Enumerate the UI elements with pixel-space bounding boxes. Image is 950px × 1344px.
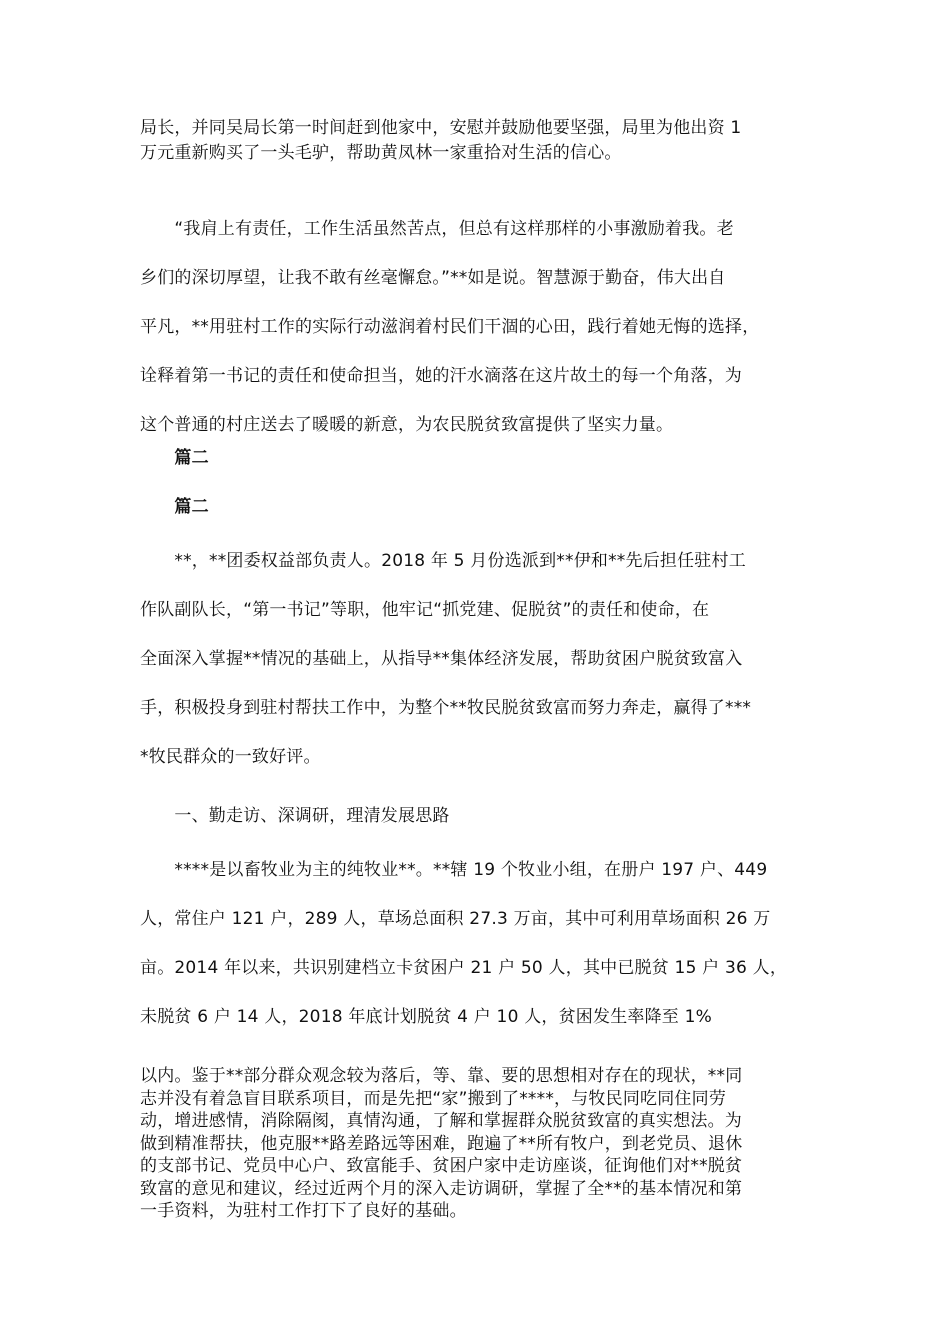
text-line: 动，增进感情，消除隔阂，真情沟通，了解和掌握群众脱贫致富的真实想法。为 bbox=[140, 1111, 742, 1131]
heading-text: 一、勤走访、深调研，理清发展思路 bbox=[140, 806, 450, 826]
text-line: 致富的意见和建议，经过近两个月的深入走访调研，掌握了全**的基本情况和第 bbox=[140, 1178, 743, 1199]
text-line: 人，常住户 121 户，289 人，草场总面积 27.3 万亩，其中可利用草场面积 26 万 bbox=[140, 909, 771, 929]
text-line: 未脱贫 6 户 14 人，2018 年底计划脱贫 4 户 10 人，贫困发生率降至 1% bbox=[140, 1007, 712, 1027]
text-line: 平凡，**用驻村工作的实际行动滋润着村民们干涸的心田，践行着她无悔的选择， bbox=[140, 317, 760, 337]
text-line: ****是以畜牧业为主的纯牧业**。**辖 19 个牧业小组，在册户 197 户、449 bbox=[140, 860, 768, 880]
top-paragraph bbox=[140, 116, 810, 166]
text-line: 局长，并同吴局长第一时间赶到他家中，安慰并鼓励他要坚强，局里为他出资 1 bbox=[140, 118, 742, 138]
text-line: “我肩上有责任，工作生活虽然苦点，但总有这样那样的小事激励着我。老 bbox=[140, 219, 734, 239]
stats-paragraph bbox=[140, 846, 810, 1042]
heading-text: 篇二 bbox=[140, 448, 209, 468]
text-line: 全面深入掌握**情况的基础上，从指导**集体经济发展，帮助贫困户脱贫致富入 bbox=[140, 649, 743, 669]
heading-text: 篇二 bbox=[140, 497, 209, 517]
text-line: 一手资料，为驻村工作打下了良好的基础。 bbox=[140, 1201, 467, 1221]
text-line: 这个普通的村庄送去了暖暖的新意，为农民脱贫致富提供了坚实力量。 bbox=[140, 415, 674, 435]
subsection-heading bbox=[140, 792, 810, 841]
section-title-1 bbox=[140, 434, 810, 483]
text-line: 做到精准帮扶，他克服**路差路远等困难，跑遍了**所有牧户，到老党员、退休 bbox=[140, 1133, 743, 1154]
section-title-2 bbox=[140, 483, 810, 532]
text-line: 志并没有着急盲目联系项目，而是先把“家”搬到了****，与牧民同吃同住同劳 bbox=[140, 1088, 727, 1109]
text-line: 万元重新购买了一头毛驴，帮助黄凤林一家重拾对生活的信心。 bbox=[140, 143, 622, 163]
text-line: 以内。鉴于**部分群众观念较为落后，等、靠、要的思想相对存在的现状，**同 bbox=[140, 1066, 743, 1086]
final-paragraph bbox=[140, 1065, 810, 1223]
text-line: *牧民群众的一致好评。 bbox=[140, 747, 321, 767]
intro-paragraph bbox=[140, 537, 810, 782]
text-line: 的支部书记、党员中心户、致富能手、贫困户家中走访座谈，征询他们对**脱贫 bbox=[140, 1156, 743, 1176]
text-line: 乡们的深切厚望，让我不敢有丝毫懈怠。”**如是说。智慧源于勤奋，伟大出自 bbox=[140, 268, 726, 288]
text-line: **，**团委权益部负责人。2018 年 5 月份选派到**伊和**先后担任驻村工 bbox=[140, 551, 746, 571]
text-line: 亩。2014 年以来，共识别建档立卡贫困户 21 户 50 人，其中已脱贫 15 户 36 人， bbox=[140, 958, 788, 978]
quote-paragraph bbox=[140, 205, 810, 450]
text-line: 作队副队长，“第一书记”等职，他牢记“抓党建、促脱贫”的责任和使命，在 bbox=[140, 600, 710, 620]
text-line: 诠释着第一书记的责任和使命担当，她的汗水滴落在这片故土的每一个角落，为 bbox=[140, 366, 742, 386]
text-line: 手，积极投身到驻村帮扶工作中，为整个**牧民脱贫致富而努力奔走，赢得了*** bbox=[140, 698, 752, 718]
